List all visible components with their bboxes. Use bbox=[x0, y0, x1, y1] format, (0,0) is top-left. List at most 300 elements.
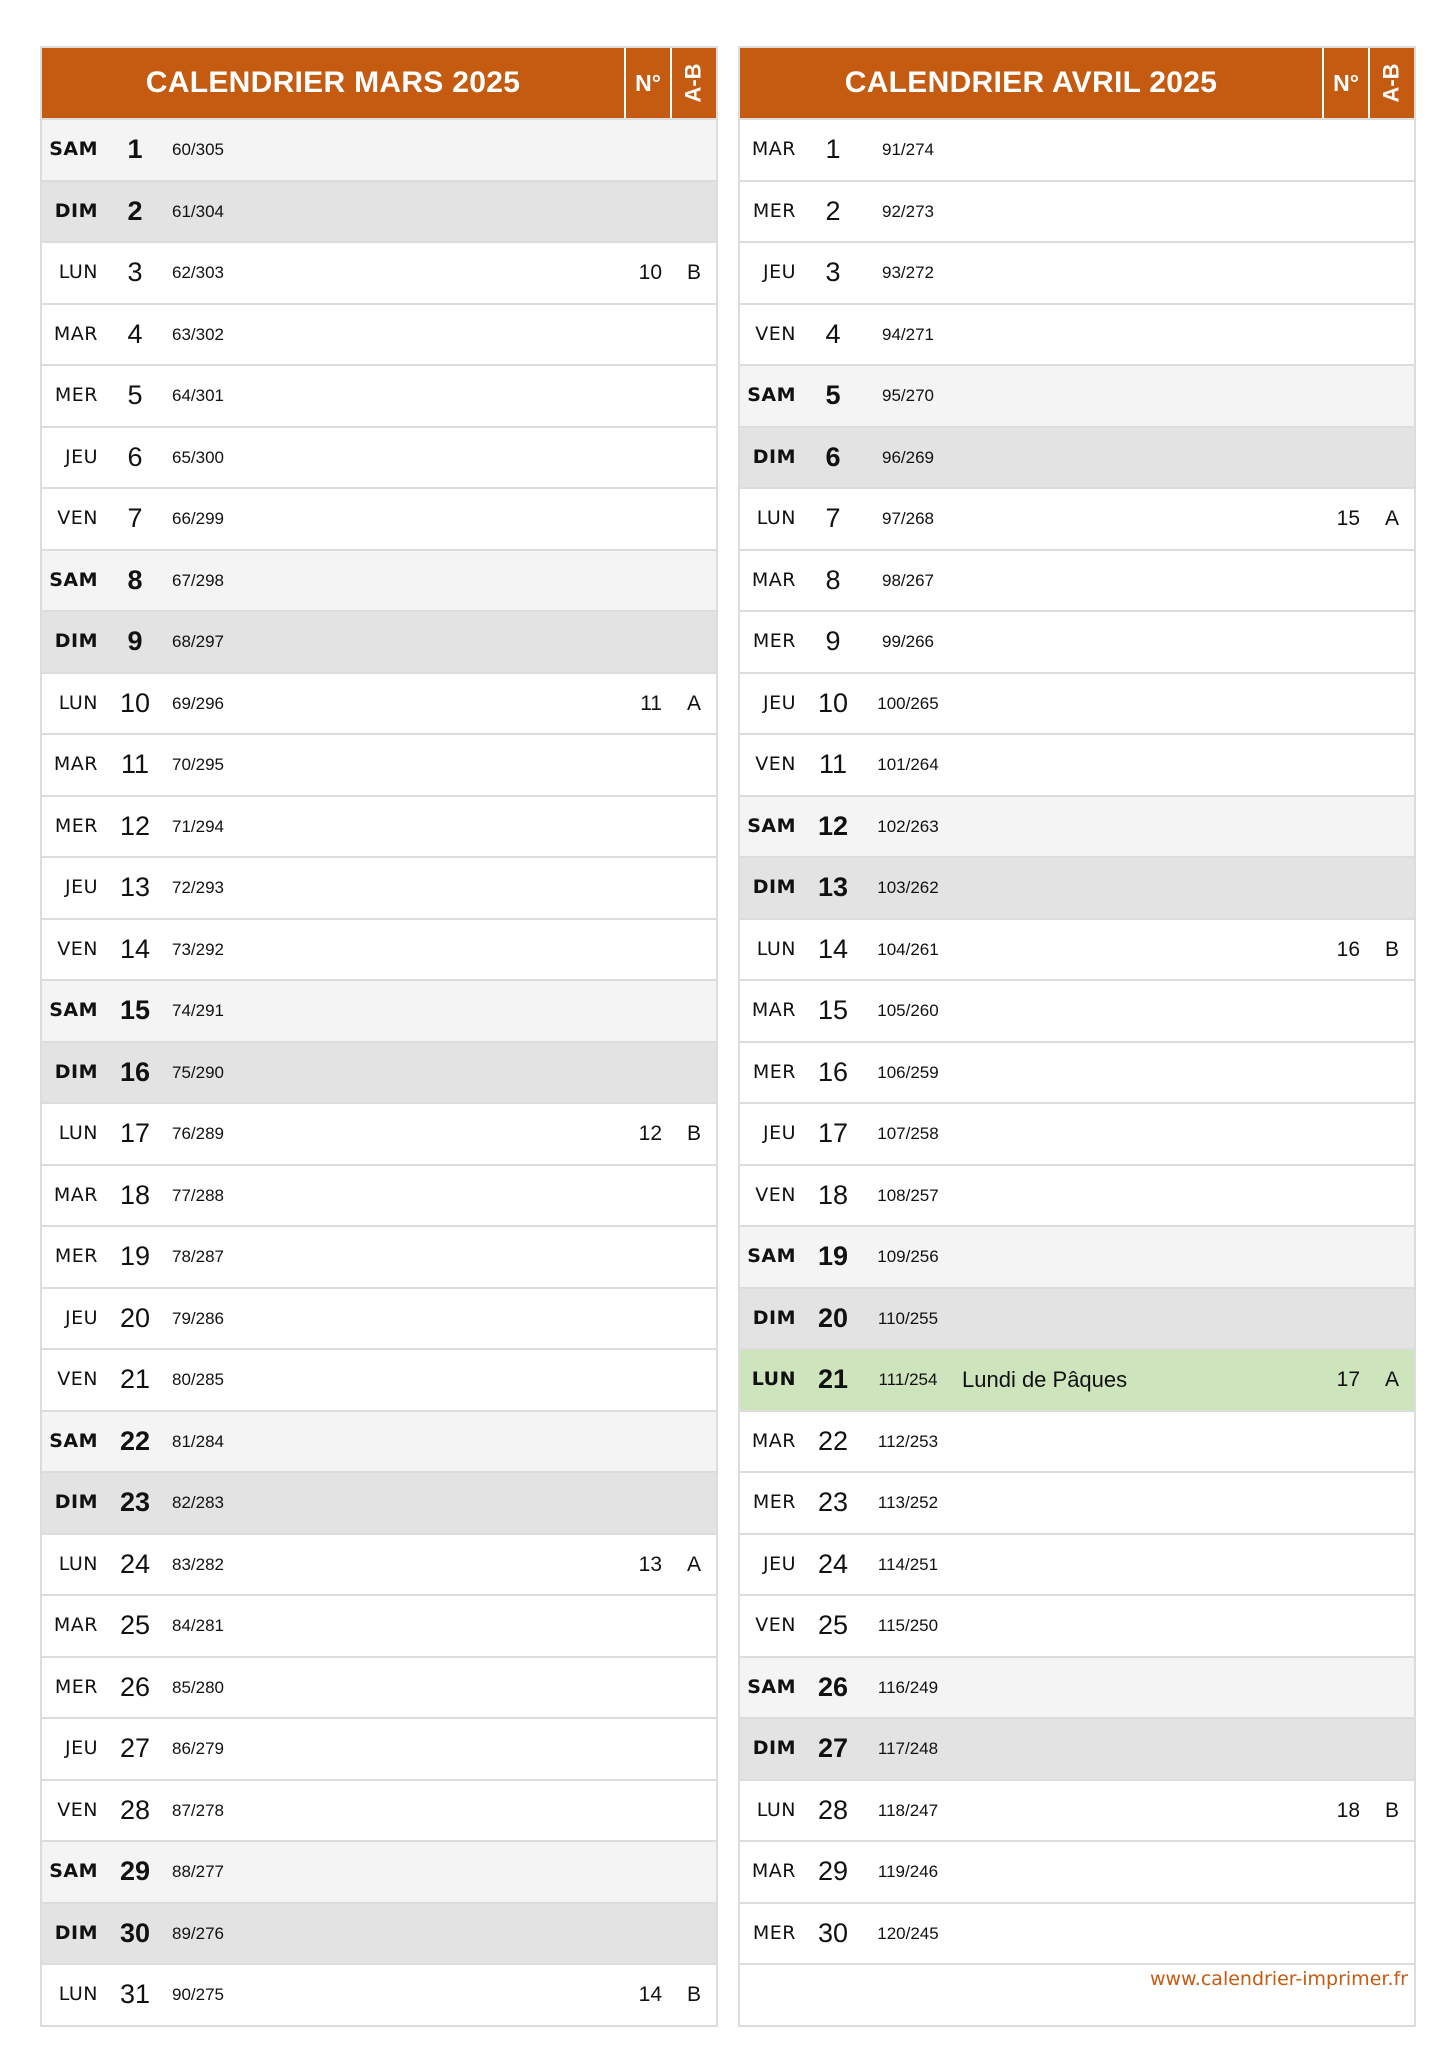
day-row bbox=[740, 981, 1414, 1043]
weekday-label: DIM bbox=[752, 1737, 796, 1759]
day-number: 30 bbox=[119, 1917, 151, 1948]
event-label bbox=[264, 1043, 544, 1103]
week-number bbox=[602, 489, 662, 549]
day-row bbox=[740, 1535, 1414, 1597]
week-number bbox=[602, 366, 662, 426]
weekday-label: SAM bbox=[49, 1860, 98, 1882]
day-of-year: 65/300 bbox=[172, 447, 224, 467]
day-of-year: 111/254 bbox=[878, 1370, 938, 1389]
weekday-label: MAR bbox=[751, 138, 796, 160]
day-row bbox=[42, 1842, 716, 1904]
day-number: 27 bbox=[119, 1733, 151, 1763]
day-of-year: 90/275 bbox=[172, 1985, 224, 2004]
day-of-year: 105/260 bbox=[877, 1001, 939, 1020]
day-number: 20 bbox=[119, 1302, 151, 1333]
week-number: 14 bbox=[638, 1983, 662, 2006]
weekday-label: MER bbox=[54, 1675, 98, 1698]
week-number bbox=[602, 612, 662, 672]
day-of-year: 113/252 bbox=[877, 1493, 939, 1512]
week-ab bbox=[672, 1227, 716, 1287]
weekday-label: MER bbox=[54, 814, 98, 837]
day-row bbox=[740, 243, 1414, 305]
week-number-header: N° bbox=[626, 48, 672, 118]
day-of-year: 82/283 bbox=[172, 1493, 224, 1512]
week-number bbox=[602, 120, 662, 180]
week-number bbox=[1300, 551, 1360, 611]
ab-week-header bbox=[672, 48, 716, 118]
weekday-label: VEN bbox=[755, 1183, 796, 1206]
week-ab bbox=[672, 1289, 716, 1349]
week-ab bbox=[1370, 981, 1414, 1041]
week-ab bbox=[672, 797, 716, 857]
day-row bbox=[42, 981, 716, 1043]
day-row bbox=[740, 489, 1414, 551]
event-label bbox=[264, 920, 544, 980]
week-ab: A bbox=[686, 691, 701, 715]
day-number: 7 bbox=[825, 503, 841, 533]
day-of-year: 72/293 bbox=[172, 878, 224, 897]
week-ab bbox=[1370, 1842, 1414, 1902]
weekday-label: DIM bbox=[752, 1306, 796, 1329]
week-ab bbox=[1370, 120, 1414, 180]
day-number: 2 bbox=[127, 195, 143, 226]
month-header bbox=[42, 48, 716, 120]
event-label bbox=[264, 1412, 544, 1472]
day-of-year: 112/253 bbox=[877, 1431, 939, 1451]
day-number: 9 bbox=[825, 626, 841, 656]
day-number: 23 bbox=[817, 1487, 849, 1517]
week-ab bbox=[672, 1781, 716, 1841]
day-number: 15 bbox=[817, 995, 849, 1025]
week-number bbox=[1300, 1104, 1360, 1164]
day-row bbox=[740, 1043, 1414, 1105]
week-ab bbox=[672, 182, 716, 242]
day-row bbox=[740, 920, 1414, 982]
day-row bbox=[740, 366, 1414, 428]
day-number: 1 bbox=[825, 134, 841, 164]
day-number: 10 bbox=[119, 687, 151, 718]
day-number: 8 bbox=[825, 564, 841, 595]
week-ab bbox=[1370, 305, 1414, 365]
week-number bbox=[1300, 1227, 1360, 1287]
day-of-year: 85/280 bbox=[172, 1677, 224, 1697]
weekday-label: MER bbox=[54, 1245, 98, 1267]
week-number bbox=[1300, 735, 1360, 795]
day-row bbox=[42, 366, 716, 428]
event-label bbox=[962, 981, 1242, 1041]
week-number: 18 bbox=[1336, 1798, 1360, 1822]
day-number: 21 bbox=[119, 1364, 151, 1394]
week-number bbox=[1300, 305, 1360, 365]
week-number bbox=[602, 1289, 662, 1349]
week-ab bbox=[672, 1596, 716, 1656]
week-number bbox=[1300, 797, 1360, 857]
weekday-label: DIM bbox=[752, 445, 796, 468]
week-ab: B bbox=[686, 1122, 701, 1145]
event-label bbox=[962, 1658, 1242, 1718]
week-ab: A bbox=[686, 1552, 701, 1576]
day-of-year: 89/276 bbox=[172, 1923, 224, 1943]
week-ab bbox=[1370, 551, 1414, 611]
day-of-year: 110/255 bbox=[877, 1308, 939, 1328]
day-number: 14 bbox=[119, 933, 151, 964]
week-number bbox=[1300, 1658, 1360, 1718]
day-row bbox=[740, 1350, 1414, 1412]
event-label bbox=[264, 1166, 544, 1226]
week-ab bbox=[672, 858, 716, 918]
week-ab bbox=[1370, 1166, 1414, 1226]
event-label bbox=[962, 797, 1242, 857]
day-row bbox=[740, 120, 1414, 182]
weekday-label: LUN bbox=[58, 261, 98, 283]
ab-week-header bbox=[1370, 48, 1414, 118]
day-number: 10 bbox=[817, 687, 849, 718]
day-of-year: 115/250 bbox=[877, 1616, 939, 1635]
weekday-label: JEU bbox=[762, 1122, 796, 1144]
week-ab bbox=[672, 1658, 716, 1718]
day-of-year: 106/259 bbox=[877, 1062, 939, 1082]
event-label bbox=[264, 551, 544, 611]
day-of-year: 80/285 bbox=[172, 1370, 224, 1389]
day-of-year: 73/292 bbox=[172, 939, 224, 959]
weekday-label: JEU bbox=[762, 261, 796, 283]
week-ab bbox=[1370, 1535, 1414, 1595]
day-number: 20 bbox=[817, 1302, 849, 1333]
event-label bbox=[962, 735, 1242, 795]
week-ab bbox=[672, 428, 716, 488]
week-ab bbox=[672, 551, 716, 611]
event-label bbox=[962, 1596, 1242, 1656]
day-row bbox=[42, 920, 716, 982]
week-ab bbox=[672, 1166, 716, 1226]
week-ab bbox=[1370, 1719, 1414, 1779]
day-row bbox=[42, 1104, 716, 1166]
week-number bbox=[602, 1842, 662, 1902]
event-label bbox=[962, 1412, 1242, 1472]
week-number bbox=[602, 1781, 662, 1841]
day-of-year: 79/286 bbox=[172, 1308, 224, 1328]
day-of-year: 117/248 bbox=[877, 1739, 939, 1758]
event-label bbox=[962, 182, 1242, 242]
day-number: 26 bbox=[817, 1671, 849, 1702]
week-ab bbox=[672, 489, 716, 549]
week-ab: B bbox=[686, 1983, 701, 2006]
weekday-label: MAR bbox=[751, 1429, 796, 1452]
week-number: 11 bbox=[640, 691, 662, 715]
day-of-year: 81/284 bbox=[172, 1431, 224, 1451]
day-number: 4 bbox=[825, 318, 841, 349]
event-label bbox=[264, 1965, 544, 2025]
week-number bbox=[602, 1473, 662, 1533]
weekday-label: SAM bbox=[747, 1675, 796, 1698]
weekday-label: SAM bbox=[49, 568, 98, 591]
day-number: 9 bbox=[127, 626, 143, 656]
day-row bbox=[42, 1043, 716, 1105]
day-row bbox=[740, 428, 1414, 490]
day-number: 22 bbox=[119, 1425, 151, 1456]
event-label bbox=[264, 120, 544, 180]
day-row bbox=[740, 305, 1414, 367]
day-number: 8 bbox=[127, 564, 143, 595]
day-number: 7 bbox=[127, 503, 143, 533]
event-label bbox=[264, 797, 544, 857]
day-row bbox=[740, 1781, 1414, 1843]
day-of-year: 76/289 bbox=[172, 1124, 224, 1143]
event-label bbox=[264, 1596, 544, 1656]
day-number: 3 bbox=[825, 257, 841, 287]
day-row bbox=[42, 1781, 716, 1843]
day-row bbox=[740, 1658, 1414, 1720]
week-number bbox=[602, 305, 662, 365]
weekday-label: JEU bbox=[762, 1552, 796, 1575]
weekday-label: DIM bbox=[752, 876, 796, 898]
week-ab bbox=[1370, 1043, 1414, 1103]
day-row bbox=[42, 182, 716, 244]
weekday-label: JEU bbox=[64, 1737, 98, 1759]
week-number bbox=[602, 1904, 662, 1964]
month-avril bbox=[738, 46, 1416, 2027]
week-ab bbox=[1370, 674, 1414, 734]
event-label bbox=[264, 1658, 544, 1718]
event-label bbox=[264, 858, 544, 918]
week-ab bbox=[672, 1412, 716, 1472]
event-label bbox=[264, 1719, 544, 1779]
week-number bbox=[602, 1227, 662, 1287]
week-ab bbox=[1370, 1904, 1414, 1964]
week-ab bbox=[1370, 1104, 1414, 1164]
day-number: 5 bbox=[825, 380, 841, 410]
day-number: 16 bbox=[817, 1056, 849, 1087]
day-row bbox=[740, 1842, 1414, 1904]
month-header bbox=[740, 48, 1414, 120]
week-number bbox=[1300, 612, 1360, 672]
event-label bbox=[962, 1289, 1242, 1349]
weekday-label: MER bbox=[752, 1060, 796, 1083]
day-of-year: 62/303 bbox=[172, 263, 224, 282]
day-of-year: 78/287 bbox=[172, 1247, 224, 1266]
event-label bbox=[962, 858, 1242, 918]
weekday-label: MAR bbox=[751, 999, 796, 1021]
event-label bbox=[962, 920, 1242, 980]
day-number: 15 bbox=[119, 995, 151, 1025]
weekday-label: SAM bbox=[49, 138, 98, 160]
day-of-year: 70/295 bbox=[172, 755, 224, 774]
day-of-year: 69/296 bbox=[172, 693, 224, 713]
weekday-label: MAR bbox=[53, 753, 98, 775]
day-number: 18 bbox=[119, 1179, 151, 1210]
event-label bbox=[962, 243, 1242, 303]
day-row bbox=[42, 305, 716, 367]
event-label bbox=[962, 120, 1242, 180]
day-of-year: 116/249 bbox=[877, 1677, 939, 1697]
week-ab bbox=[672, 1904, 716, 1964]
day-row bbox=[740, 1227, 1414, 1289]
day-of-year: 88/277 bbox=[172, 1862, 224, 1881]
event-label bbox=[962, 612, 1242, 672]
week-number bbox=[1300, 981, 1360, 1041]
weekday-label: VEN bbox=[57, 507, 98, 529]
week-number: 16 bbox=[1336, 937, 1360, 961]
week-number bbox=[602, 920, 662, 980]
event-label bbox=[962, 1842, 1242, 1902]
week-ab bbox=[1370, 1658, 1414, 1718]
day-row bbox=[42, 120, 716, 182]
week-ab bbox=[1370, 858, 1414, 918]
week-ab bbox=[1370, 1227, 1414, 1287]
day-of-year: 108/257 bbox=[877, 1185, 939, 1205]
event-label bbox=[962, 674, 1242, 734]
weekday-label: SAM bbox=[747, 1245, 796, 1267]
day-row bbox=[42, 612, 716, 674]
week-ab bbox=[1370, 1596, 1414, 1656]
weekday-label: DIM bbox=[54, 199, 98, 222]
day-row bbox=[42, 1166, 716, 1228]
week-ab bbox=[672, 1473, 716, 1533]
day-of-year: 71/294 bbox=[172, 816, 224, 836]
week-ab bbox=[672, 1043, 716, 1103]
day-number: 18 bbox=[817, 1179, 849, 1210]
week-number bbox=[1300, 1473, 1360, 1533]
weekday-label: SAM bbox=[49, 1429, 98, 1452]
weekday-label: MAR bbox=[751, 568, 796, 591]
day-row bbox=[740, 182, 1414, 244]
day-row bbox=[740, 1289, 1414, 1351]
week-ab bbox=[672, 612, 716, 672]
day-number: 23 bbox=[119, 1487, 151, 1517]
day-number: 2 bbox=[825, 195, 841, 226]
event-label bbox=[264, 1227, 544, 1287]
week-number bbox=[1300, 1535, 1360, 1595]
week-number bbox=[602, 1596, 662, 1656]
weekday-label: VEN bbox=[57, 937, 98, 960]
week-ab: B bbox=[1384, 1798, 1399, 1822]
day-list bbox=[740, 120, 1414, 2025]
week-number: 17 bbox=[1336, 1368, 1360, 1391]
weekday-label: LUN bbox=[58, 1983, 98, 2005]
footer-url[interactable]: www.calendrier-imprimer.fr bbox=[1149, 1968, 1408, 1990]
day-of-year: 107/258 bbox=[877, 1124, 939, 1143]
day-row bbox=[740, 797, 1414, 859]
weekday-label: SAM bbox=[49, 999, 98, 1021]
day-of-year: 61/304 bbox=[172, 201, 224, 221]
day-of-year: 103/262 bbox=[877, 878, 939, 897]
week-number: 13 bbox=[638, 1552, 662, 1576]
day-row bbox=[42, 428, 716, 490]
day-of-year: 96/269 bbox=[882, 447, 934, 467]
weekday-label bbox=[740, 1965, 796, 2025]
event-label bbox=[962, 366, 1242, 426]
day-of-year: 77/288 bbox=[172, 1185, 224, 1205]
event-label bbox=[264, 1473, 544, 1533]
day-of-year: 66/299 bbox=[172, 509, 224, 528]
week-number: 12 bbox=[638, 1122, 662, 1145]
week-number bbox=[602, 1166, 662, 1226]
day-of-year: 95/270 bbox=[882, 386, 934, 405]
day-row bbox=[42, 1904, 716, 1966]
day-number: 24 bbox=[817, 1548, 849, 1579]
month-title: CALENDRIER AVRIL 2025 bbox=[740, 48, 1324, 118]
day-number: 5 bbox=[127, 380, 143, 410]
week-number bbox=[602, 1043, 662, 1103]
week-ab: A bbox=[1384, 507, 1399, 530]
day-row bbox=[740, 1104, 1414, 1166]
weekday-label: MER bbox=[752, 1921, 796, 1944]
day-row bbox=[740, 735, 1414, 797]
day-row bbox=[42, 735, 716, 797]
day-of-year: 104/261 bbox=[877, 939, 939, 959]
event-label bbox=[962, 1104, 1242, 1164]
week-number bbox=[602, 797, 662, 857]
day-number: 28 bbox=[817, 1794, 849, 1825]
day-row bbox=[740, 1719, 1414, 1781]
day-of-year: 64/301 bbox=[172, 386, 224, 405]
day-number: 16 bbox=[119, 1056, 151, 1087]
day-of-year: 118/247 bbox=[877, 1800, 939, 1820]
day-row bbox=[740, 674, 1414, 736]
week-number bbox=[1300, 1289, 1360, 1349]
day-of-year: 75/290 bbox=[172, 1062, 224, 1082]
day-row bbox=[42, 674, 716, 736]
event-label: Lundi de Pâques bbox=[962, 1367, 1128, 1392]
weekday-label: MAR bbox=[751, 1860, 796, 1882]
week-number bbox=[602, 858, 662, 918]
day-number: 29 bbox=[817, 1856, 849, 1886]
event-label bbox=[264, 182, 544, 242]
event-label bbox=[264, 981, 544, 1041]
week-number bbox=[1300, 1842, 1360, 1902]
event-label bbox=[264, 428, 544, 488]
day-of-year: 84/281 bbox=[172, 1616, 224, 1635]
day-number: 26 bbox=[119, 1671, 151, 1702]
week-ab bbox=[1370, 797, 1414, 857]
event-label bbox=[962, 1535, 1242, 1595]
week-ab bbox=[672, 1842, 716, 1902]
day-row bbox=[42, 1658, 716, 1720]
weekday-label: MER bbox=[752, 630, 796, 652]
event-label bbox=[264, 612, 544, 672]
weekday-label: DIM bbox=[54, 1491, 98, 1513]
day-number: 30 bbox=[817, 1917, 849, 1948]
weekday-label: JEU bbox=[64, 876, 98, 898]
week-ab: A bbox=[1384, 1368, 1399, 1391]
day-of-year: 98/267 bbox=[882, 570, 934, 590]
week-number bbox=[1300, 1596, 1360, 1656]
day-number: 3 bbox=[127, 257, 143, 287]
event-label bbox=[264, 735, 544, 795]
weekday-label: JEU bbox=[762, 691, 796, 714]
day-row bbox=[42, 1965, 716, 2025]
day-number: 28 bbox=[119, 1794, 151, 1825]
weekday-label: MER bbox=[752, 199, 796, 222]
event-label bbox=[962, 428, 1242, 488]
day-of-year: 102/263 bbox=[877, 816, 939, 836]
day-number: 13 bbox=[817, 872, 849, 902]
weekday-label: MER bbox=[752, 1491, 796, 1513]
event-label bbox=[962, 1904, 1242, 1964]
day-row bbox=[42, 858, 716, 920]
week-number bbox=[602, 428, 662, 488]
week-number bbox=[1300, 182, 1360, 242]
day-number: 13 bbox=[119, 872, 151, 902]
day-row bbox=[740, 1473, 1414, 1535]
event-label bbox=[264, 1842, 544, 1902]
day-number: 4 bbox=[127, 318, 143, 349]
day-row bbox=[740, 1904, 1414, 1966]
day-of-year: 86/279 bbox=[172, 1739, 224, 1758]
day-row bbox=[42, 1596, 716, 1658]
week-ab bbox=[1370, 612, 1414, 672]
day-row bbox=[740, 858, 1414, 920]
